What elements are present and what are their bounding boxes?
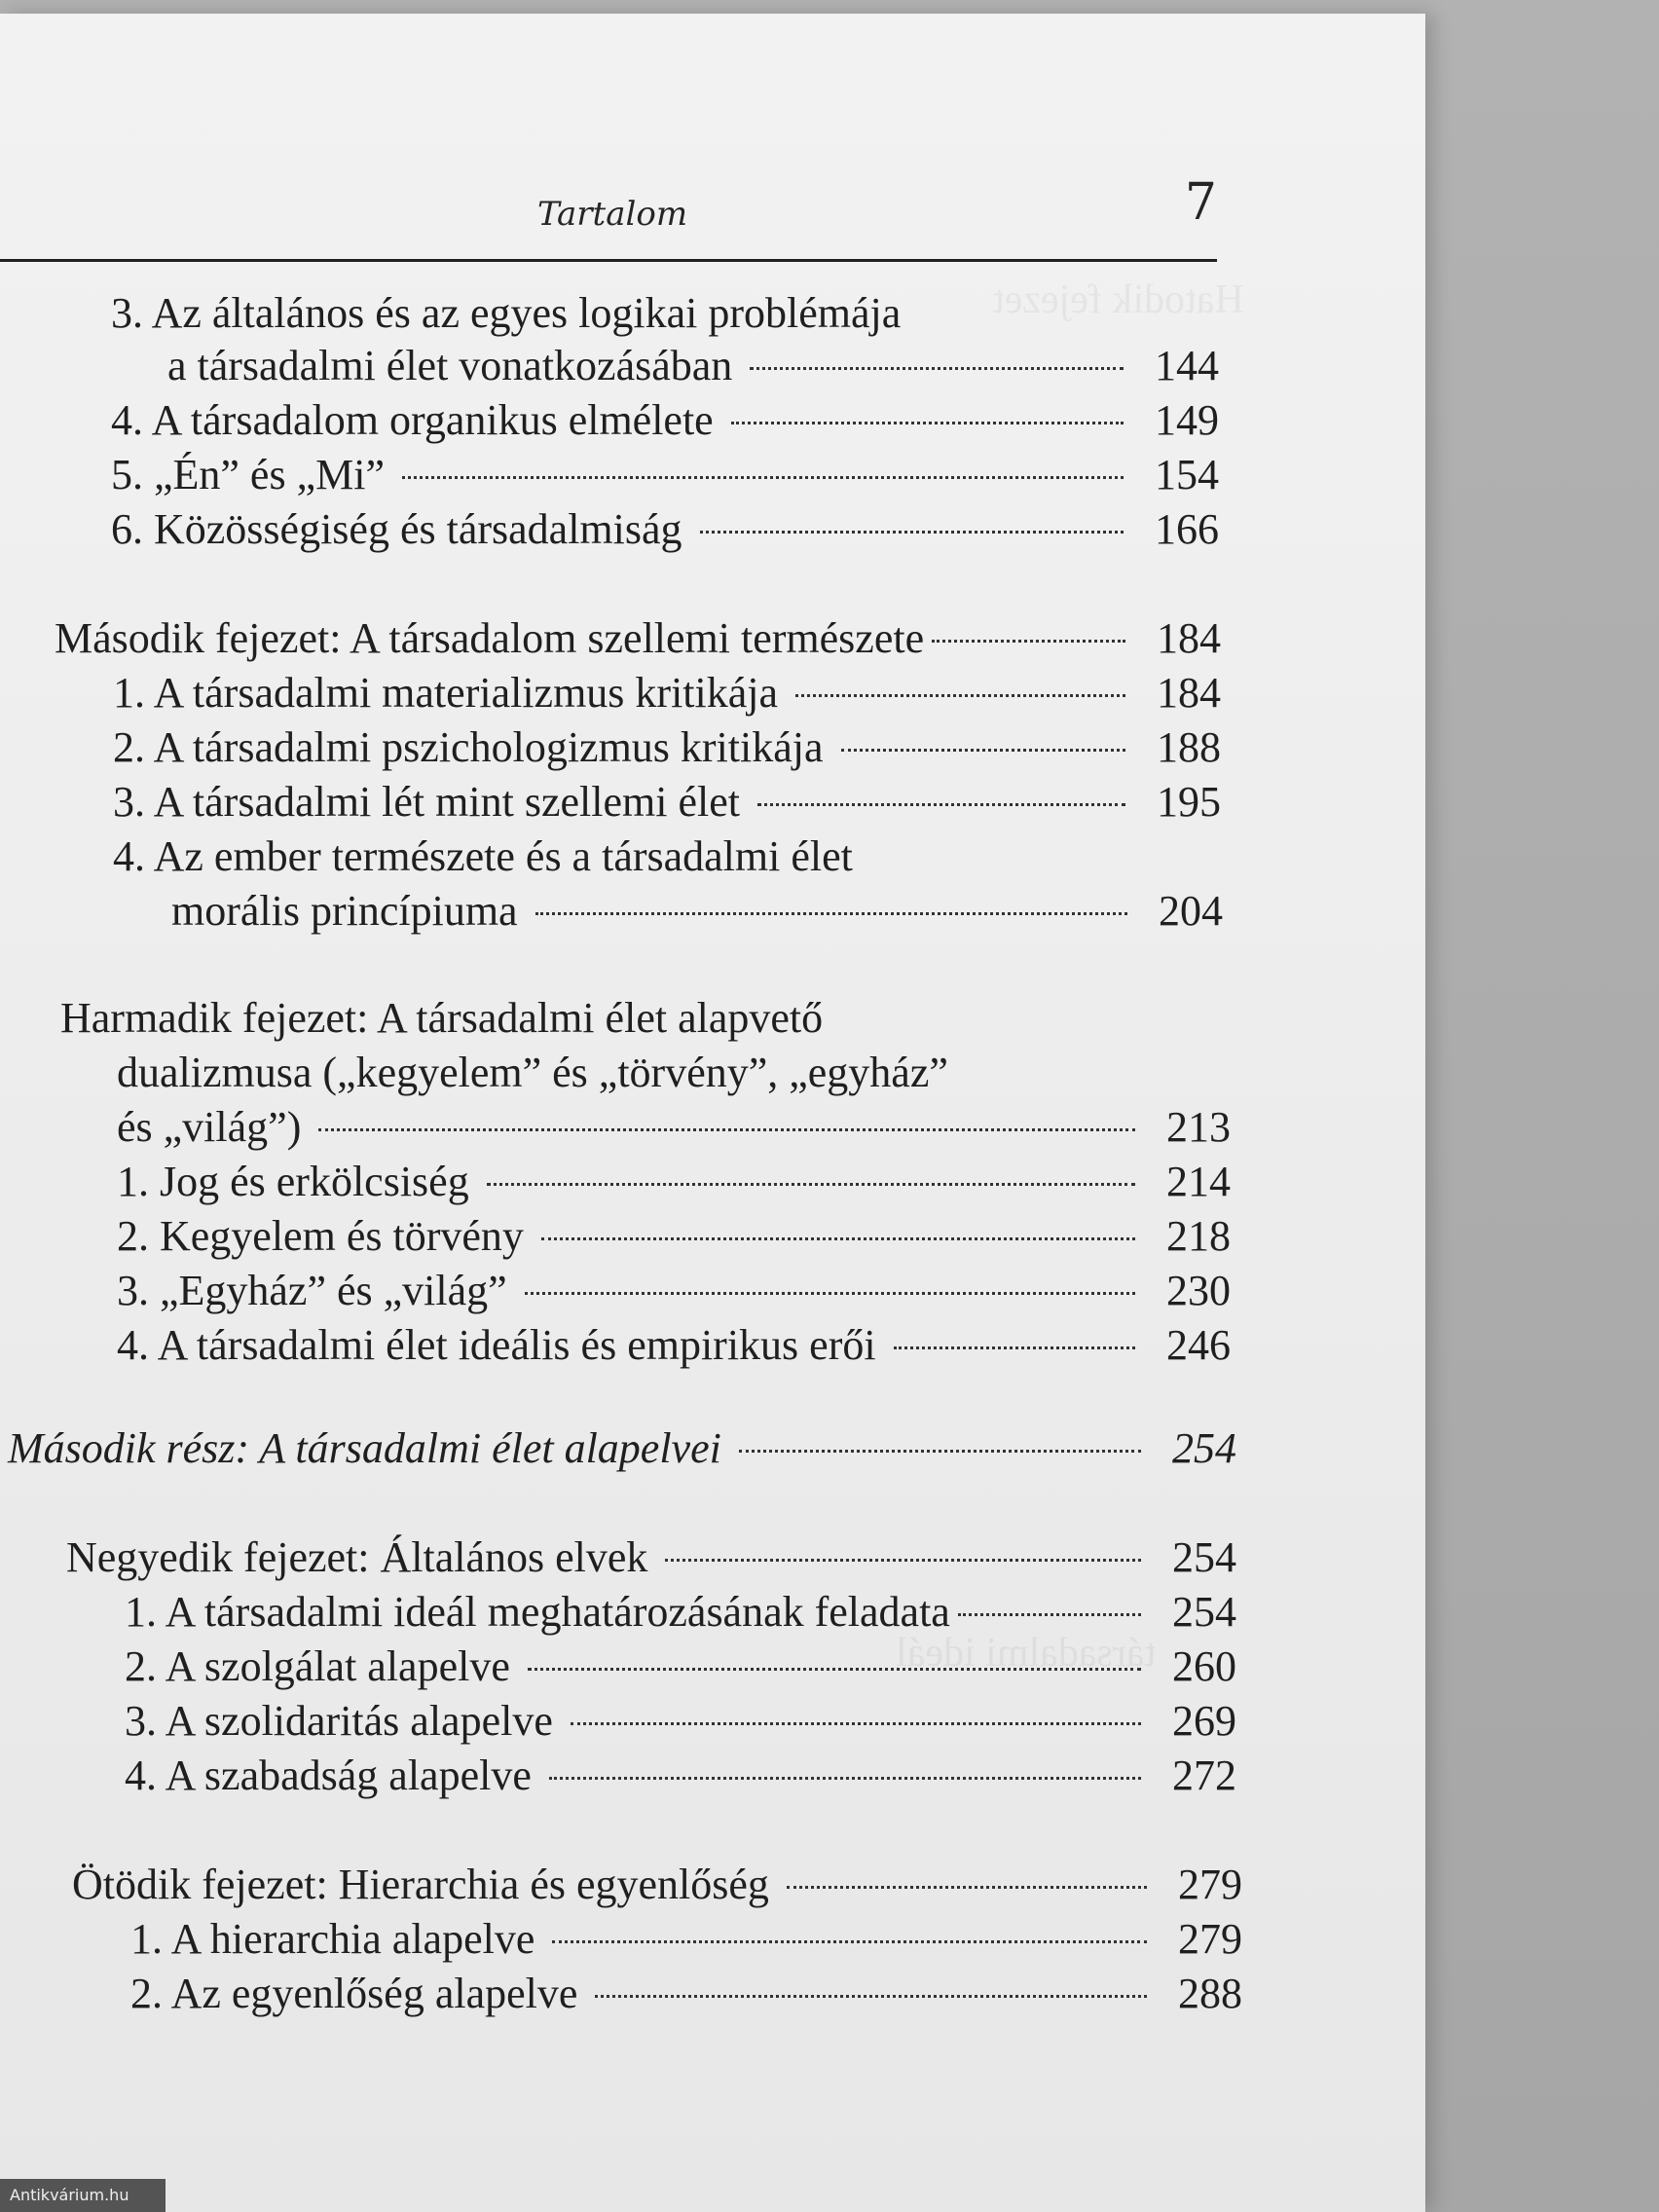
toc-entry-line xyxy=(125,1640,1236,1694)
toc-entry-line xyxy=(167,339,1219,393)
toc-entry-label: 1. Jog és erkölcsiség xyxy=(117,1158,469,1205)
dot-leader xyxy=(571,1722,1141,1725)
dot-leader xyxy=(487,1183,1135,1186)
page-reference: 166 xyxy=(1155,505,1219,553)
page-reference: 195 xyxy=(1157,778,1221,826)
chapter-title: Második fejezet: A társadalom szellemi természete xyxy=(55,614,925,662)
toc-chapter-line xyxy=(66,1530,1236,1585)
toc-entry-line xyxy=(130,1967,1242,2021)
toc-entry-line xyxy=(171,884,1223,939)
dot-leader xyxy=(739,1450,1141,1453)
page-reference: 254 xyxy=(1172,1533,1236,1581)
dot-leader xyxy=(535,912,1127,915)
dot-leader xyxy=(757,803,1125,806)
page-reference: 279 xyxy=(1178,1861,1242,1908)
chapter-title-continuation: és „világ”) xyxy=(117,1103,302,1151)
page-reference: 188 xyxy=(1157,723,1221,771)
page-reference: 260 xyxy=(1172,1642,1236,1690)
table-of-contents xyxy=(0,14,1425,2212)
toc-entry-label: 2. A szolgálat alapelve xyxy=(125,1642,510,1690)
toc-entry-label: 3. Az általános és az egyes logikai problémája xyxy=(111,289,902,337)
toc-chapter-line xyxy=(72,1858,1242,1912)
dot-leader xyxy=(528,1668,1141,1671)
toc-entry-label: 2. Az egyenlőség alapelve xyxy=(130,1970,578,2017)
toc-entry-line xyxy=(113,830,1003,884)
chapter-title-continuation: dualizmusa („kegyelem” és „törvény”, „egyház” xyxy=(117,1049,948,1096)
dot-leader xyxy=(894,1346,1135,1349)
dot-leader xyxy=(731,422,1124,424)
toc-entry-line xyxy=(130,1912,1242,1967)
toc-entry-line xyxy=(113,775,1221,830)
toc-entry-label: 4. Az ember természete és a társadalmi élet xyxy=(113,832,853,880)
toc-entry-line xyxy=(111,393,1219,448)
toc-entry-label: 4. A szabadság alapelve xyxy=(125,1751,532,1799)
toc-entry-line xyxy=(117,1209,1231,1264)
toc-entry-label: 4. A társadalmi élet ideális és empirikus erői xyxy=(117,1321,876,1369)
page-reference: 246 xyxy=(1166,1321,1231,1369)
page-reference: 149 xyxy=(1155,396,1219,444)
page-reference: 254 xyxy=(1172,1588,1236,1636)
dot-leader xyxy=(665,1559,1141,1562)
show-through-text: társadalmi ideál xyxy=(896,1631,1157,1676)
dot-leader xyxy=(318,1128,1135,1131)
toc-entry-label: 6. Közösségiség és társadalmiság xyxy=(111,505,682,553)
toc-entry-line xyxy=(111,286,1124,341)
page-reference: 288 xyxy=(1178,1970,1242,2017)
toc-entry-line xyxy=(125,1585,1236,1640)
page-reference: 154 xyxy=(1155,451,1219,498)
toc-entry-line xyxy=(117,1264,1231,1318)
dot-leader xyxy=(541,1237,1135,1240)
toc-entry-label: 2. A társadalmi pszichologizmus kritikája xyxy=(113,723,824,771)
toc-entry-label: 3. „Egyház” és „világ” xyxy=(117,1267,507,1314)
toc-entry-line xyxy=(117,1155,1231,1209)
toc-entry-label: 4. A társadalom organikus elmélete xyxy=(111,396,714,444)
page-reference: 254 xyxy=(1172,1424,1236,1472)
chapter-title: Harmadik fejezet: A társadalmi élet alapvető xyxy=(60,994,824,1042)
dot-leader xyxy=(552,1940,1147,1943)
part-title: Második rész: A társadalmi élet alapelvei xyxy=(8,1424,721,1472)
page-reference: 213 xyxy=(1166,1103,1231,1151)
page-reference: 272 xyxy=(1172,1751,1236,1799)
page-reference: 204 xyxy=(1159,887,1223,935)
book-page xyxy=(0,14,1425,2212)
dot-leader xyxy=(787,1886,1147,1889)
toc-entry-line xyxy=(113,720,1221,775)
page-title: Tartalom xyxy=(537,195,688,234)
dot-leader xyxy=(549,1777,1141,1780)
page-reference: 279 xyxy=(1178,1915,1242,1963)
dot-leader xyxy=(595,1995,1147,1998)
toc-chapter-line xyxy=(55,611,1221,666)
dot-leader xyxy=(932,640,1125,643)
page-reference: 218 xyxy=(1166,1212,1231,1260)
toc-entry-label: 1. A társadalmi materializmus kritikája xyxy=(113,669,779,717)
page-reference: 184 xyxy=(1157,614,1221,662)
toc-entry-label: 3. A társadalmi lét mint szellemi élet xyxy=(113,778,740,826)
toc-part-line xyxy=(8,1421,1236,1476)
toc-entry-label: morális princípiuma xyxy=(171,887,518,935)
toc-entry-label: 3. A szolidaritás alapelve xyxy=(125,1697,553,1745)
chapter-title: Negyedik fejezet: Általános elvek xyxy=(66,1533,648,1581)
toc-entry-label: a társadalmi élet vonatkozásában xyxy=(167,342,733,389)
toc-chapter-line xyxy=(117,1100,1231,1155)
toc-entry-line xyxy=(111,502,1219,557)
page-number: 7 xyxy=(1184,173,1217,232)
toc-chapter-line xyxy=(60,991,960,1046)
page-reference: 214 xyxy=(1166,1158,1231,1205)
dot-leader xyxy=(841,749,1125,752)
dot-leader xyxy=(700,531,1124,534)
toc-entry-line xyxy=(125,1749,1236,1803)
toc-entry-label: 1. A társadalmi ideál meghatározásának feladata xyxy=(125,1588,950,1636)
watermark-label: Antikvárium.hu xyxy=(0,2179,166,2212)
dot-leader xyxy=(402,476,1124,479)
toc-entry-line xyxy=(117,1318,1231,1373)
dot-leader xyxy=(958,1613,1141,1616)
toc-entry-label: 5. „Én” és „Mi” xyxy=(111,451,385,498)
page-reference: 230 xyxy=(1166,1267,1231,1314)
toc-entry-label: 1. A hierarchia alapelve xyxy=(130,1915,535,1963)
page-reference: 184 xyxy=(1157,669,1221,717)
chapter-title: Ötödik fejezet: Hierarchia és egyenlőség xyxy=(72,1861,769,1908)
dot-leader xyxy=(750,367,1124,370)
toc-entry-line xyxy=(113,666,1221,720)
dot-leader xyxy=(525,1292,1135,1295)
show-through-text: Hatodik fejezet xyxy=(993,277,1244,322)
page-reference: 269 xyxy=(1172,1697,1236,1745)
page-reference: 144 xyxy=(1155,342,1219,389)
toc-chapter-line xyxy=(117,1046,1100,1100)
toc-entry-label: 2. Kegyelem és törvény xyxy=(117,1212,524,1260)
toc-entry-line xyxy=(111,448,1219,502)
dot-leader xyxy=(795,694,1125,697)
toc-entry-line xyxy=(125,1694,1236,1749)
